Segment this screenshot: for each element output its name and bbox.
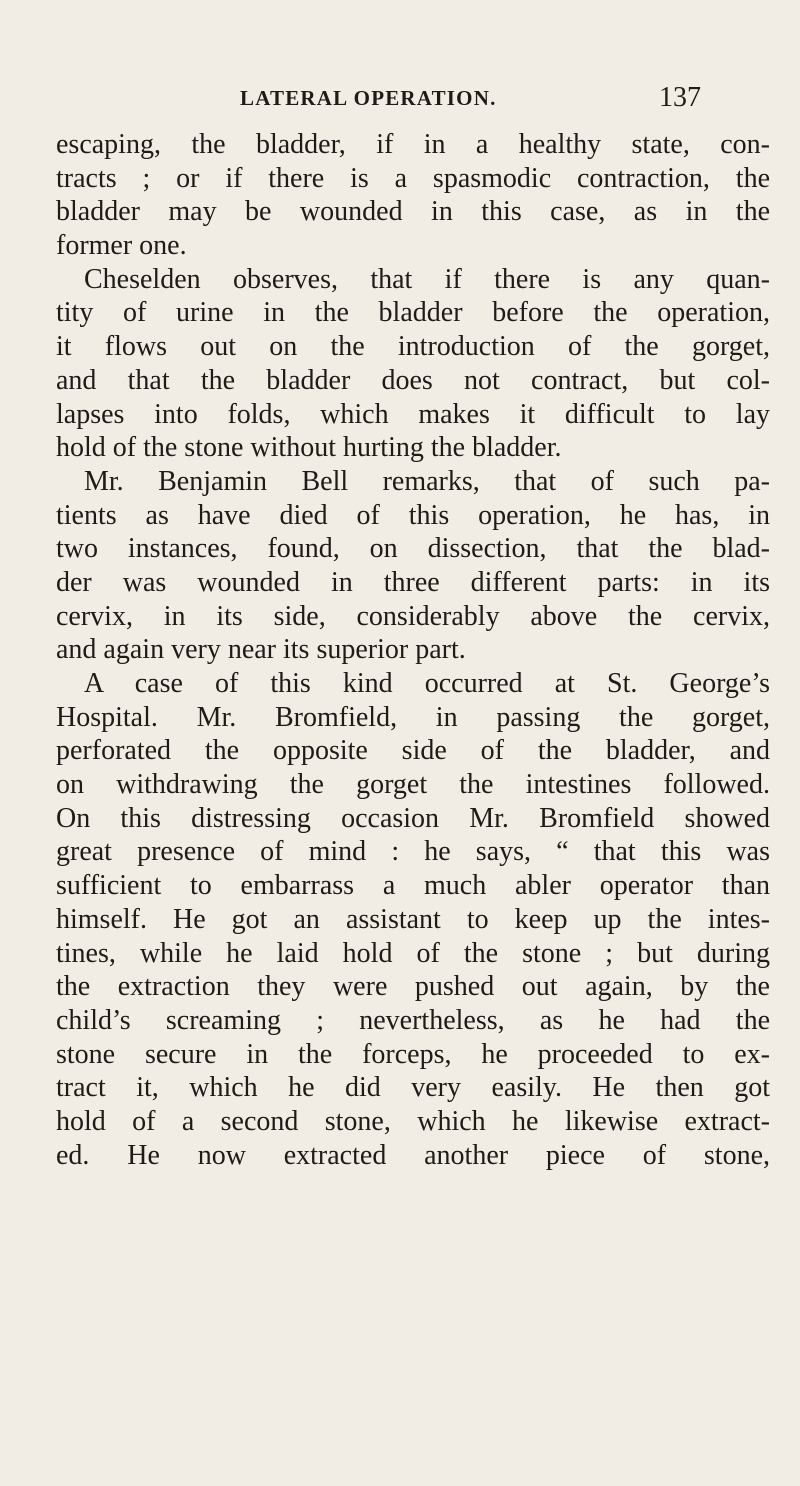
text-line: cervix, in its side, considerably above the cervix, [56, 600, 770, 632]
text-line: and again very near its superior part. [56, 634, 466, 666]
text-line: great presence of mind : he says, “ that this was [56, 836, 770, 868]
text-line: on withdrawing the gorget the intestines followed. [56, 769, 770, 801]
page-header [0, 82, 800, 120]
text-line: former one. [56, 230, 187, 262]
text-line: tract it, which he did very easily. He then got [56, 1072, 770, 1104]
page-number: 137 [659, 82, 701, 113]
text-line: tients as have died of this operation, he has, in [56, 499, 770, 531]
text-line: escaping, the bladder, if in a healthy state, con- [56, 129, 770, 160]
text-line: child’s screaming ; nevertheless, as he had the [56, 1004, 770, 1036]
text-line: lapses into folds, which makes it difficult to lay [56, 398, 770, 430]
running-head: LATERAL OPERATION. [240, 86, 497, 110]
text-line: sufficient to embarrass a much abler operator than [56, 870, 770, 902]
text-line: Hospital. Mr. Bromfield, in passing the gorget, [56, 701, 770, 733]
text-line: perforated the opposite side of the bladder, and [56, 735, 770, 767]
text-line: der was wounded in three different parts: in its [56, 566, 770, 598]
text-line: ed. He now extracted another piece of stone, [56, 1139, 770, 1171]
text-line: stone secure in the forceps, he proceeded to ex- [56, 1038, 770, 1070]
text-line: himself. He got an assistant to keep up the intes- [56, 903, 770, 935]
text-line: A case of this kind occurred at St. George’s [84, 668, 770, 699]
text-line: hold of a second stone, which he likewise extract- [56, 1105, 770, 1137]
text-line: and that the bladder does not contract, but col- [56, 364, 770, 396]
text-line: tines, while he laid hold of the stone ; but during [56, 937, 770, 969]
text-line: tracts ; or if there is a spasmodic contraction, the [56, 162, 770, 194]
text-line: the extraction they were pushed out again, by the [56, 971, 770, 1003]
text-line: bladder may be wounded in this case, as in the [56, 196, 770, 228]
text-line: Cheselden observes, that if there is any quan- [84, 263, 770, 295]
text-line: hold of the stone without hurting the bladder. [56, 432, 562, 464]
text-line: On this distressing occasion Mr. Bromfield showed [56, 802, 770, 834]
text-line: Mr. Benjamin Bell remarks, that of such pa- [84, 465, 770, 497]
body-text [56, 128, 770, 1172]
text-line: tity of urine in the bladder before the operation, [56, 297, 770, 329]
text-line: two instances, found, on dissection, that the blad- [56, 533, 770, 565]
text-line: it flows out on the introduction of the gorget, [56, 331, 770, 363]
